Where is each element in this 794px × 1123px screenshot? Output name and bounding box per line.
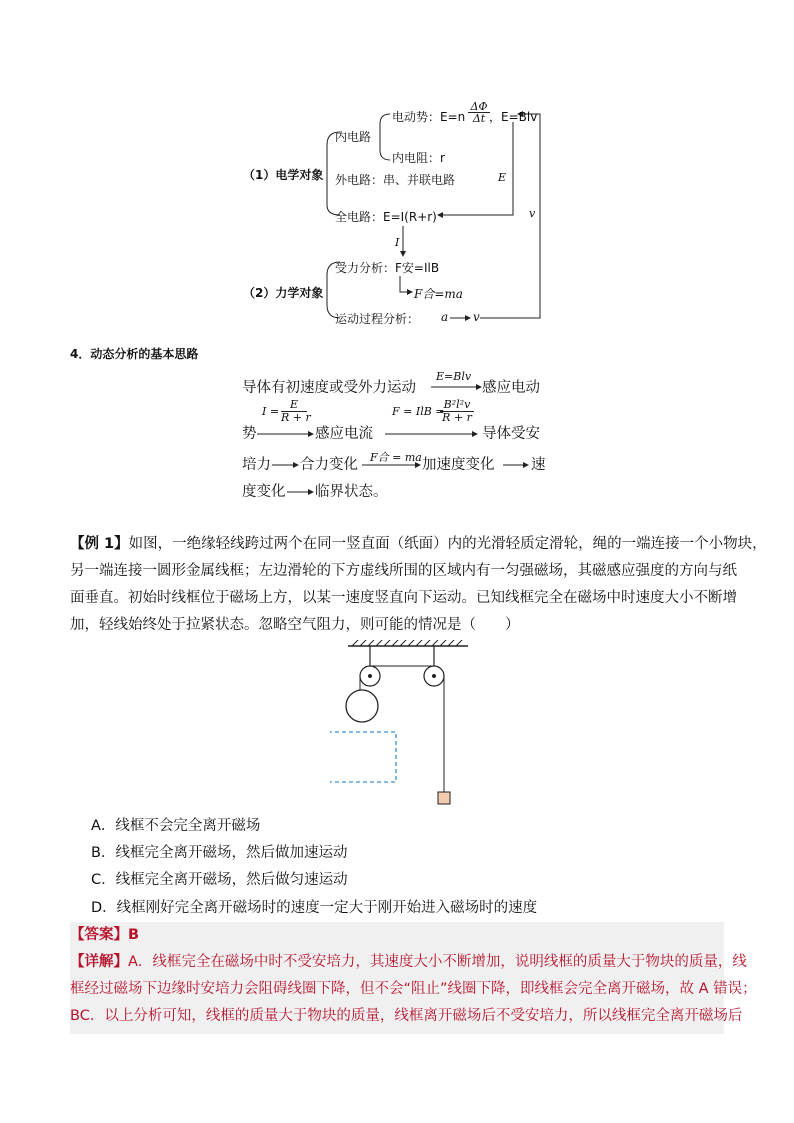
answer-value: B [128, 927, 140, 943]
flow-label-4: F合 = ma [370, 451, 422, 464]
circular-wire-frame [346, 690, 378, 722]
velocity-v: v [473, 310, 480, 324]
inner-circuit-label: 内电路 [335, 130, 372, 144]
example-line-3: 面垂直。初始时线框位于磁场上方，以某一速度竖直向下运动。已知线框完全在磁场中时速度大小不断增 [70, 590, 737, 606]
electrical-object-label: （1）电学对象 [243, 168, 324, 182]
flow-label-2-pre: I = [262, 405, 280, 418]
flow-label-3-pre: F = IlB = [392, 405, 445, 418]
ceiling-hatch [352, 640, 462, 646]
section-heading: 4．动态分析的基本思路 [70, 347, 199, 361]
flow-line-2-mid: 感应电流 [315, 426, 373, 442]
flow-line-2-end: 导体受安 [482, 426, 540, 442]
flow-label-1: E=Blv [436, 370, 472, 383]
analysis-line-2: 框经过磁场下边缘时安培力会阻碍线圈下降，但不会“阻止”线圈下降，即线框会完全离开磁场，故 A 错误； [70, 981, 757, 997]
answer-label: 【答案】 [70, 927, 128, 943]
example-line-2: 另一端连接一圆形金属线框；左边滑轮的下方虚线所围的区域内有一匀强磁场，其磁感应强度的方向与纸 [70, 563, 737, 579]
flow-line-3-b: 合力变化 [300, 457, 358, 473]
flow-line-3-a: 培力 [242, 457, 271, 473]
analysis-line-3: BC．以上分析可知，线框的质量大于物块的质量，线框离开磁场后不受安培力，所以线框完全离开磁场后 [70, 1008, 743, 1024]
example-line-4: 加，轻线始终处于拉紧状态。忽略空气阻力，则可能的情况是（ ） [70, 617, 520, 633]
flow-line-4-b: 临界状态。 [315, 484, 388, 500]
outer-circuit: 外电路：串、并联电路 [335, 173, 456, 187]
emf-fraction-num: ΔΦ [470, 100, 488, 113]
flow-line-1-end: 感应电动 [482, 380, 540, 396]
flow-label-2-num: E [289, 398, 299, 411]
emf-formula: 电动势：E=n [392, 110, 466, 124]
v-loop-label: v [529, 207, 536, 220]
option-d: D．线框刚好完全离开磁场时的速度一定大于刚开始进入磁场时的速度 [91, 900, 538, 916]
left-pulley-axle [368, 674, 372, 678]
flow-line-3-c: 加速度变化 [422, 457, 495, 473]
emf-fraction-den: Δt [468, 112, 490, 124]
motion-analysis: 运动过程分析： [335, 312, 420, 326]
pulley-figure [330, 640, 480, 810]
brace-inner-circuit [380, 114, 390, 160]
option-a: A．线框不会完全离开磁场 [91, 818, 261, 834]
example-line-1: 【例 1】如图，一绝缘轻线跨过两个在同一竖直面（纸面）内的光滑轻质定滑轮，绳的一端连接一个小物块， [70, 536, 767, 552]
analysis-label: 【详解】 [70, 954, 128, 970]
flow-label-2-den: R + r [281, 411, 311, 424]
net-force: F合=ma [414, 287, 463, 301]
flow-label-3-den: R + r [440, 411, 474, 424]
flow-label-3-frac [440, 399, 474, 424]
flow-line-4-a: 度变化 [242, 484, 286, 500]
I-label: I [395, 236, 400, 249]
flow-line-2-start: 势 [242, 426, 257, 442]
flow-label-3-num: B²l²v [443, 398, 471, 411]
inner-resistance: 内电阻：r [392, 151, 445, 165]
emf-fraction [468, 101, 490, 124]
force-analysis: 受力分析：F安=IlB [335, 261, 440, 275]
flow-line-1: 导体有初速度或受外力运动 [242, 380, 416, 396]
option-c: C．线框完全离开磁场，然后做匀速运动 [91, 872, 348, 888]
flow-line-3-d: 速 [531, 457, 546, 473]
analysis-line-1: 【详解】A．线框完全在磁场中时不受安培力，其速度大小不断增加，说明线框的质量大于物块的质量，线 [70, 954, 747, 970]
E-loop-label: E [498, 171, 507, 184]
example-label: 【例 1】 [70, 536, 129, 552]
option-b: B．线框完全离开磁场，然后做加速运动 [91, 845, 348, 861]
arrow-E-loop [438, 122, 513, 215]
flow-label-2-frac [281, 398, 311, 424]
arrow-force-to-net [400, 276, 412, 292]
emf-formula-suffix: ，E=Blv [489, 110, 538, 124]
full-circuit: 全电路：E=I(R+r) [335, 210, 437, 224]
small-block [438, 792, 450, 804]
mechanical-object-label: （2）力学对象 [243, 286, 324, 300]
right-pulley-axle [432, 674, 436, 678]
magnetic-field-region [330, 732, 396, 782]
accel-a: a [441, 310, 449, 324]
answer-line [70, 922, 139, 949]
